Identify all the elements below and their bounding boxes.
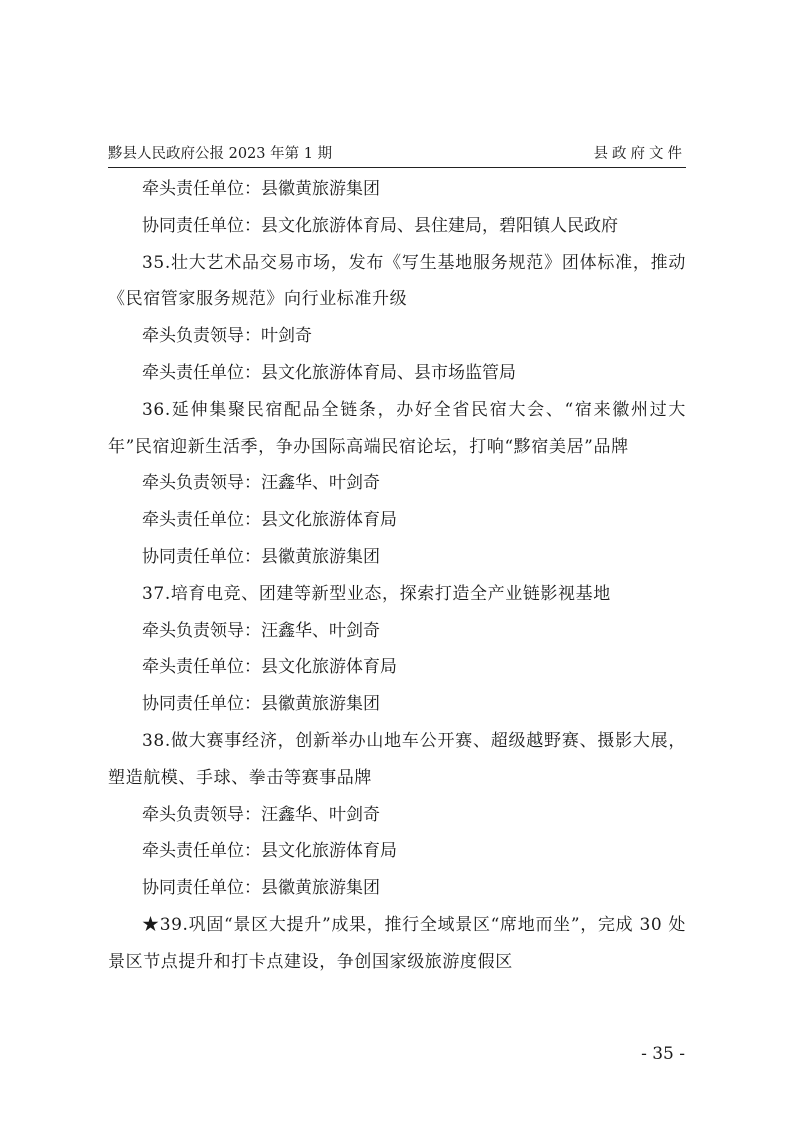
task-item-38: 38.做大赛事经济，创新举办山地车公开赛、超级越野赛、摄影大展，塑造航模、手球、拳击等赛事品牌 — [108, 730, 686, 788]
gazette-title: 黟县人民政府公报 2023 年第 1 期 — [108, 146, 333, 162]
leader-line: 牵头负责领导：汪鑫华、叶剑奇 — [142, 473, 380, 494]
page-header — [108, 142, 686, 166]
responsible-unit-line: 牵头责任单位：县文化旅游体育局 — [142, 657, 397, 678]
responsible-unit-line: 牵头责任单位：县文化旅游体育局 — [142, 510, 397, 531]
document-body — [108, 171, 686, 981]
header-divider — [108, 167, 686, 168]
page-number: - 35 - — [641, 1044, 685, 1064]
cooperating-unit-line: 协同责任单位：县徽黄旅游集团 — [142, 694, 380, 715]
leader-line: 牵头负责领导：汪鑫华、叶剑奇 — [142, 804, 380, 825]
task-item-39: ★39.巩固“景区大提升”成果，推行全域景区“席地而坐”，完成 30 处景区节点提升和打卡点建设，争创国家级旅游度假区 — [108, 914, 686, 972]
cooperating-unit-line: 协同责任单位：县徽黄旅游集团 — [142, 878, 380, 899]
responsible-unit-line: 牵头责任单位：县文化旅游体育局、县市场监管局 — [142, 362, 516, 383]
task-item-35: 35.壮大艺术品交易市场，发布《写生基地服务规范》团体标准，推动《民宿管家服务规范》向行业标准升级 — [108, 252, 686, 310]
responsible-unit-line: 牵头责任单位：县徽黄旅游集团 — [142, 179, 380, 199]
cooperating-unit-line: 协同责任单位：县文化旅游体育局、县住建局，碧阳镇人民政府 — [142, 215, 618, 236]
task-item-37: 37.培育电竞、团建等新型业态，探索打造全产业链影视基地 — [142, 583, 611, 604]
responsible-unit-line: 牵头责任单位：县文化旅游体育局 — [142, 841, 397, 862]
task-item-36: 36.延伸集聚民宿配品全链条，办好全省民宿大会、“宿来徽州过大年”民宿迎新生活季，争办国际高端民宿论坛，打响“黟宿美居”品牌 — [108, 399, 686, 457]
leader-line: 牵头负责领导：汪鑫华、叶剑奇 — [142, 620, 380, 641]
cooperating-unit-line: 协同责任单位：县徽黄旅游集团 — [142, 546, 380, 567]
leader-line: 牵头负责领导：叶剑奇 — [142, 326, 312, 347]
section-title: 县政府文件 — [593, 146, 686, 162]
